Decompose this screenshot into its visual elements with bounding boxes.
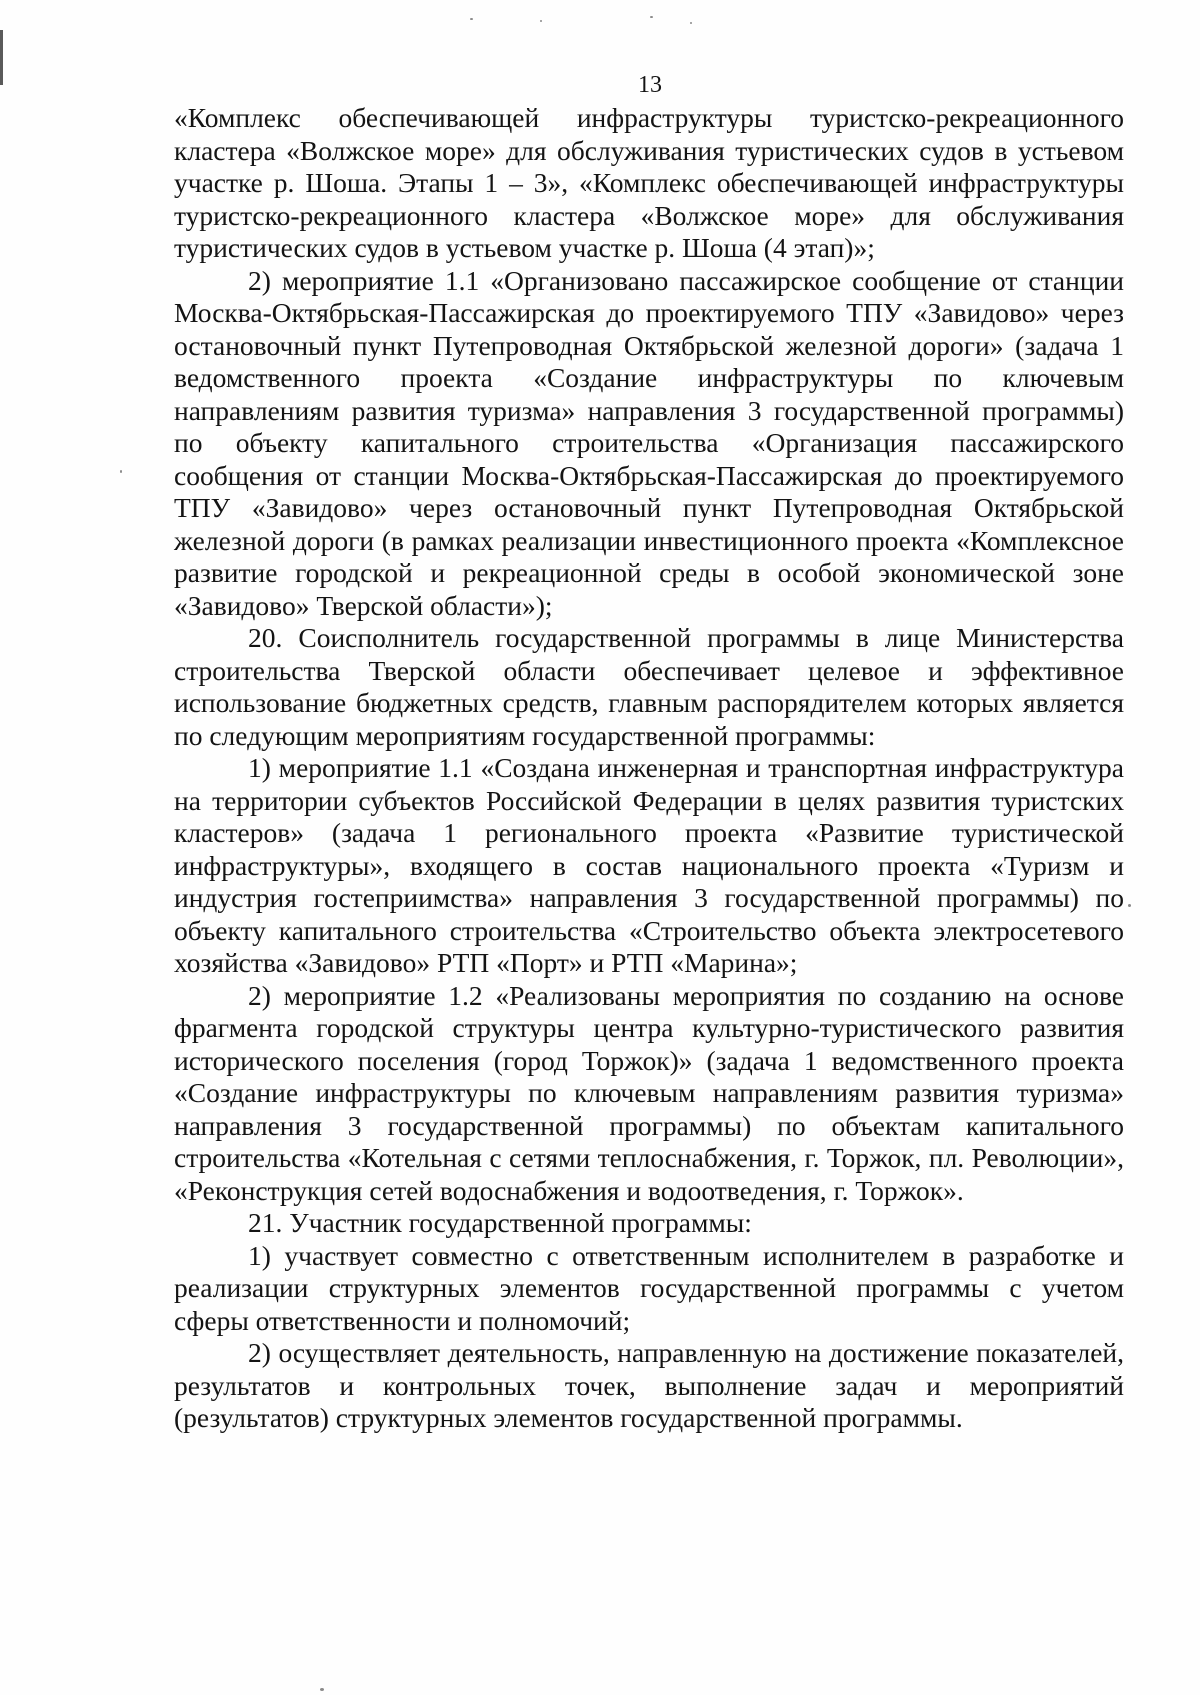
paragraph: «Комплекс обеспечивающей инфраструктуры туристско-рекреационного кластера «Волжское море» для обслуживания туристических судов в устьевом участке р. Шоша. Этапы 1 – 3», «Комплекс обеспечивающей инфраструктуры туристско-рекреационного кластера «Волжское море» для обслуживания туристических судов в устьевом участке р. Шоша (4 этап)»; xyxy=(174,102,1124,263)
scan-speck xyxy=(540,20,542,22)
page-number: 13 xyxy=(638,72,662,98)
scan-speck xyxy=(120,470,122,473)
paragraph: 2) мероприятие 1.2 «Реализованы мероприятия по созданию на основе фрагмента городской структуры центра культурно-туристического развития исторического поселения (город Торжок)» (задача 1 ведомственного проекта «Создание инфраструктуры по ключевым направлениям развития туризма» направления 3 государственной программы) по объектам капитального строительства «Котельная с сетями теплоснабжения, г. Торжок, пл. Революции», «Реконструкция сетей водоснабжения и водоотведения, г. Торжок». xyxy=(174,979,1124,1206)
paragraph: 1) мероприятие 1.1 «Создана инженерная и транспортная инфраструктура на территории субъектов Российской Федерации в целях развития туристских кластеров» (задача 1 регионального проекта «Развитие туристической инфраструктуры», входящего в состав национального проекта «Туризм и индустрия гостеприимства» направления 3 государственной программы) по объекту капитального строительства «Строительство объекта электросетевого хозяйства «Завидово» РТП «Порт» и РТП «Марина»; xyxy=(174,752,1124,978)
scan-speck xyxy=(320,1688,324,1691)
paragraph: 2) мероприятие 1.1 «Организовано пассажирское сообщение от станции Москва-Октябрьская-Пассажирская до проектируемого ТПУ «Завидово» через остановочный пункт Путепроводная Октябрьской железной дороги» (задача 1 ведомственного проекта «Создание инфраструктуры по ключевым направлениям развития туризма» направления 3 государственной программы) по объекту капитального строительства «Организация пассажирского сообщения от станции Москва-Октябрьская-Пассажирская до проектируемого ТПУ «Завидово» через остановочный пункт Путепроводная Октябрьской железной дороги (в рамках реализации инвестиционного проекта «Комплексное развитие городской и рекреационной среды в особой экономической зоне «Завидово» Тверской области»); xyxy=(174,264,1124,621)
paragraph: 2) осуществляет деятельность, направленную на достижение показателей, результатов и контрольных точек, выполнение задач и мероприятий (результатов) структурных элементов государственной программы. xyxy=(174,1337,1124,1433)
scan-speck xyxy=(650,16,653,18)
scan-speck xyxy=(1128,904,1131,907)
paragraph: 20. Соисполнитель государственной программы в лице Министерства строительства Тверской области обеспечивает целевое и эффективное использование бюджетных средств, главным распорядителем которых является по следующим мероприятиям государственной программы: xyxy=(174,622,1124,751)
document-body xyxy=(174,102,1124,1435)
paragraph: 1) участвует совместно с ответственным исполнителем в разработке и реализации структурных элементов государственной программы с учетом сферы ответственности и полномочий; xyxy=(174,1239,1124,1336)
scan-speck xyxy=(470,18,473,20)
scan-speck xyxy=(690,22,692,24)
paragraph: 21. Участник государственной программы: xyxy=(248,1207,752,1238)
